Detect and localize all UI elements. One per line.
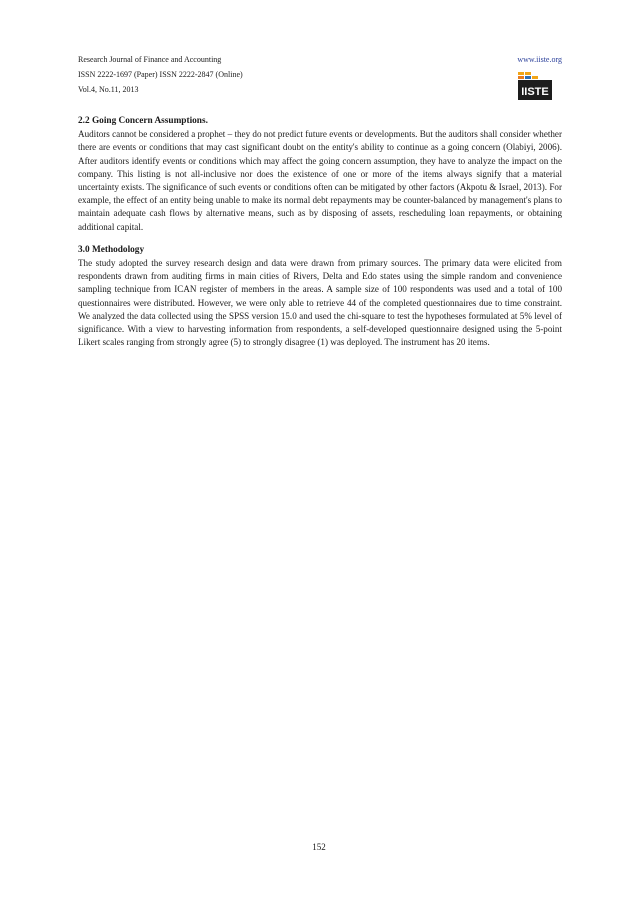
- section-going-concern: [78, 115, 562, 234]
- page-header: [78, 52, 562, 102]
- section-heading: 2.2 Going Concern Assumptions.: [78, 116, 208, 126]
- iiste-logo-icon: [516, 70, 554, 102]
- svg-text:IISTE: IISTE: [521, 86, 549, 98]
- page-number: 152: [312, 842, 326, 852]
- website-link[interactable]: www.iiste.org: [517, 55, 562, 64]
- journal-title: Research Journal of Finance and Accounting: [78, 55, 222, 64]
- journal-volume: Vol.4, No.11, 2013: [78, 85, 139, 94]
- journal-issn: ISSN 2222-1697 (Paper) ISSN 2222-2847 (Online): [78, 70, 243, 79]
- section-paragraph: The study adopted the survey research design and data were drawn from primary sources. The primary data were elicited from respondents drawn from auditing firms in main cities of Rivers, Delta and Edo states using the simple random and convenience sampling technique from ICAN register of members in the areas. A sample size of 100 respondents was used and a total of 100 questionnaires were distributed. However, we were only able to retrieve 44 of the completed questionnaires due to time constraint. We analyzed the data collected using the SPSS version 15.0 and used the chi-square to test the hypotheses formulated at 5% level of significance. With a view to harvesting information from respondents, a self-developed questionnaire designed using the 5-point Likert scales ranging from strongly agree (5) to strongly disagree (1) was deployed. The instrument has 20 items.: [78, 258, 562, 348]
- section-heading: 3.0 Methodology: [78, 244, 145, 255]
- article-content: [78, 115, 562, 349]
- section-methodology: [78, 244, 562, 350]
- section-paragraph: Auditors cannot be considered a prophet – they do not predict future events or developments. But the auditors shall consider whether there are events or conditions that may cast significant doubt on the entity's ability to continue as a going concern (Olabiyi, 2006). After auditors identify events or conditions which may affect the going concern assumption, they have to analyze the impact on the company. This listing is not all-inclusive nor does the existence of one or more of the items always signify that a material uncertainty exists. The significance of such events or conditions often can be mitigated by other factors (Akpotu & Israel, 2013). For example, the effect of an entity being unable to make its normal debt repayments may be counter-balanced by management's plans to maintain adequate cash flows by alternative means, such as by disposing of assets, rescheduling loan repayments, or obtaining additional capital.: [78, 129, 562, 232]
- journal-info: [78, 52, 243, 97]
